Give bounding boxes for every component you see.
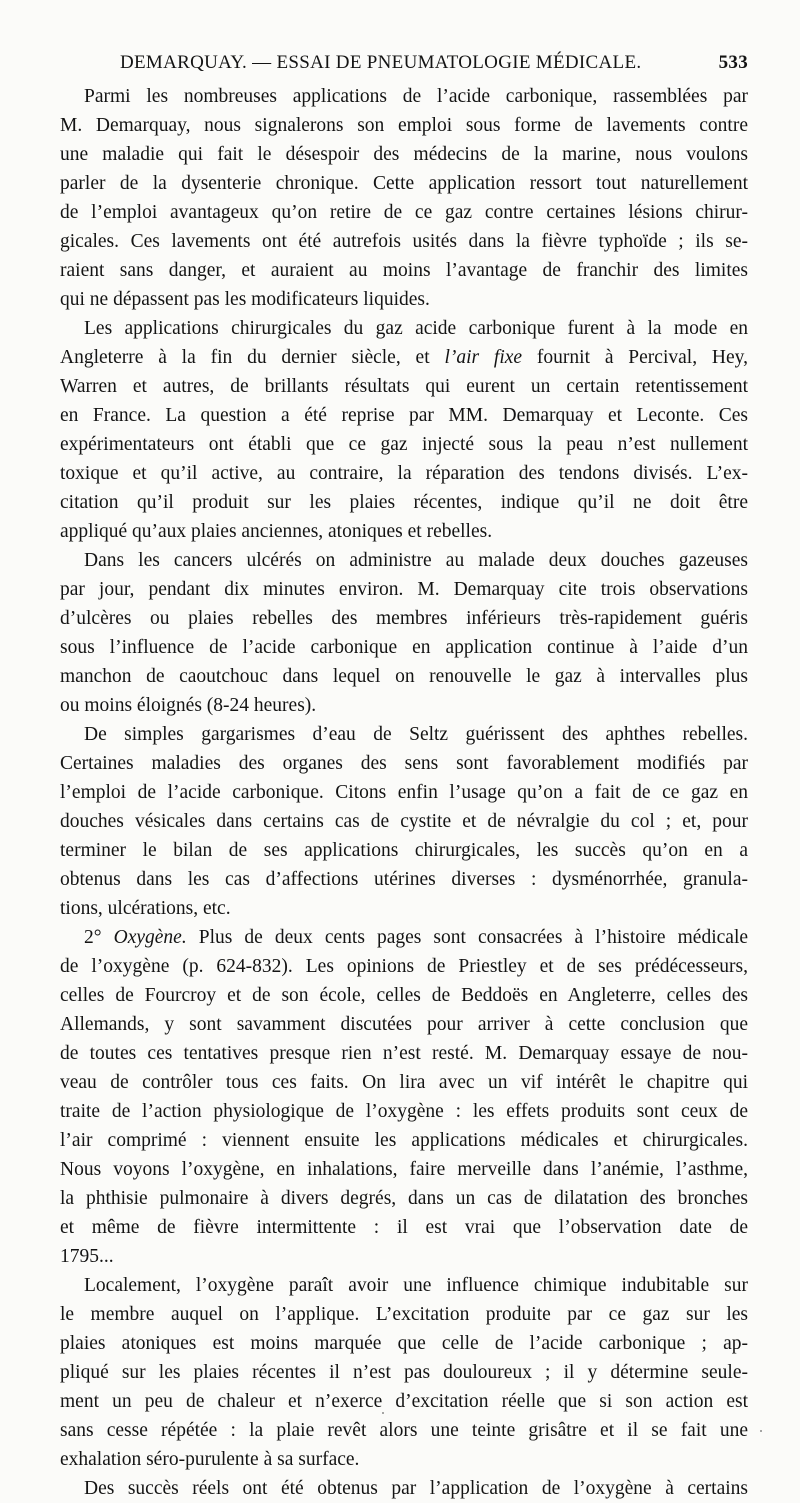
text-line: veau de contrôler tous ces faits. On lira avec un vif intérêt le chapitre qui bbox=[60, 1072, 748, 1093]
text-line: qui ne dépassent pas les modificateurs liquides. bbox=[60, 289, 430, 310]
text-line: appliqué qu’aux plaies anciennes, atoniques et rebelles. bbox=[60, 521, 493, 542]
text-line: ou moins éloignés (8-24 heures). bbox=[60, 695, 317, 716]
text-line bbox=[60, 343, 748, 372]
text-line: Nous voyons l’oxygène, en inhalations, faire merveille dans l’anémie, l’asthme, bbox=[60, 1159, 748, 1180]
text-line: de l’emploi avantageux qu’on retire de ce gaz contre certaines lésions chirur- bbox=[60, 202, 748, 223]
text-line: l’emploi de l’acide carbonique. Citons enfin l’usage qu’on a fait de ce gaz en bbox=[60, 782, 748, 803]
text-line: exhalation séro-purulente à sa surface. bbox=[60, 1449, 360, 1470]
paragraph bbox=[60, 314, 748, 546]
text-line: parler de la dysenterie chronique. Cette application ressort tout naturellement bbox=[60, 173, 748, 194]
text-line: expérimentateurs ont établi que ce gaz injecté sous la peau n’est nullement bbox=[60, 434, 748, 455]
page-number: 533 bbox=[718, 52, 748, 73]
text-line: gicales. Ces lavements ont été autrefois usités dans la fièvre typhoïde ; ils se- bbox=[60, 231, 748, 252]
paragraph bbox=[60, 720, 748, 923]
text-line: traite de l’action physiologique de l’oxygène : les effets produits sont ceux de bbox=[60, 1101, 748, 1122]
text-line: sous l’influence de l’acide carbonique en application continue à l’aide d’un bbox=[60, 637, 748, 658]
text-line: obtenus dans les cas d’affections utérines diverses : dysménorrhée, granula- bbox=[60, 869, 748, 890]
paragraph bbox=[60, 923, 748, 1271]
document-page bbox=[60, 52, 748, 1503]
text-line: toxique et qu’il active, au contraire, la réparation des tendons divisés. L’ex- bbox=[60, 463, 748, 484]
text-line: raient sans danger, et auraient au moins l’avantage de franchir des limites bbox=[60, 260, 748, 281]
paragraph bbox=[60, 1474, 748, 1503]
text-line: ment un peu de chaleur et n’exerce d’excitation réelle que si son action est bbox=[60, 1391, 748, 1412]
text-run: Angleterre à la fin du dernier siècle, et bbox=[60, 347, 430, 368]
text-line: citation qu’il produit sur les plaies récentes, indique qu’il ne doit être bbox=[60, 492, 748, 513]
section-title: Oxygène. bbox=[113, 927, 187, 948]
text-line bbox=[60, 923, 748, 952]
text-line: Parmi les nombreuses applications de l’acide carbonique, rassemblées par bbox=[84, 86, 748, 107]
text-line: celles de Fourcroy et de son école, celles de Beddoës en Angleterre, celles des bbox=[60, 985, 748, 1006]
text-line: 1795... bbox=[60, 1246, 114, 1267]
text-run: Plus de deux cents pages sont consacrées à l’histoire médicale bbox=[198, 927, 749, 948]
text-line: sans cesse répétée : la plaie revêt alors une teinte grisâtre et il se fait une bbox=[60, 1420, 748, 1441]
paragraph bbox=[60, 546, 748, 720]
text-line: en France. La question a été reprise par MM. Demarquay et Leconte. Ces bbox=[60, 405, 748, 426]
text-line: le membre auquel on l’applique. L’excitation produite par ce gaz sur les bbox=[60, 1304, 748, 1325]
text-line: tions, ulcérations, etc. bbox=[60, 898, 231, 919]
running-head bbox=[60, 52, 748, 82]
body-text bbox=[60, 82, 748, 1503]
text-line: terminer le bilan de ses applications chirurgicales, les succès qu’on en a bbox=[60, 840, 748, 861]
scan-speck bbox=[760, 1430, 762, 1432]
paragraph bbox=[60, 1271, 748, 1474]
text-line: Warren et autres, de brillants résultats qui eurent un certain retentissement bbox=[60, 376, 748, 397]
text-line: par jour, pendant dix minutes environ. M. Demarquay cite trois observations bbox=[60, 579, 748, 600]
text-line: de toutes ces tentatives presque rien n’est resté. M. Demarquay essaye de nou- bbox=[60, 1043, 748, 1064]
text-line: Localement, l’oxygène paraît avoir une influence chimique indubitable sur bbox=[84, 1275, 748, 1296]
text-line: M. Demarquay, nous signalerons son emploi sous forme de lavements contre bbox=[60, 115, 748, 136]
text-line: pliqué sur les plaies récentes il n’est pas douloureux ; il y détermine seule- bbox=[60, 1362, 748, 1383]
text-line: plaies atoniques est moins marquée que celle de l’acide carbonique ; ap- bbox=[60, 1333, 748, 1354]
text-line: une maladie qui fait le désespoir des médecins de la marine, nous voulons bbox=[60, 144, 748, 165]
text-line: manchon de caoutchouc dans lequel on renouvelle le gaz à intervalles plus bbox=[60, 666, 748, 687]
scan-speck bbox=[382, 1412, 384, 1414]
running-title: DEMARQUAY. — ESSAI DE PNEUMATOLOGIE MÉDICALE. bbox=[120, 52, 642, 73]
text-line: Allemands, y sont savamment discutées pour arriver à cette conclusion que bbox=[60, 1014, 748, 1035]
text-line: et même de fièvre intermittente : il est vrai que l’observation date de bbox=[60, 1217, 748, 1238]
text-line: de l’oxygène (p. 624-832). Les opinions de Priestley et de ses prédécesseurs, bbox=[60, 956, 748, 977]
text-run: fournit à Percival, Hey, bbox=[536, 347, 748, 368]
section-numeral: 2° bbox=[84, 927, 102, 948]
text-line: Dans les cancers ulcérés on administre au malade deux douches gazeuses bbox=[84, 550, 748, 571]
italic-phrase: l’air fixe bbox=[444, 347, 523, 368]
text-line: Certaines maladies des organes des sens sont favorablement modifiés par bbox=[60, 753, 748, 774]
text-line: douches vésicales dans certains cas de cystite et de névralgie du col ; et, pour bbox=[60, 811, 748, 832]
paragraph bbox=[60, 82, 748, 314]
text-line: Des succès réels ont été obtenus par l’application de l’oxygène à certains bbox=[84, 1478, 748, 1499]
text-line: la phthisie pulmonaire à divers degrés, dans un cas de dilatation des bronches bbox=[60, 1188, 748, 1209]
text-line: De simples gargarismes d’eau de Seltz guérissent des aphthes rebelles. bbox=[84, 724, 748, 745]
text-line: l’air comprimé : viennent ensuite les applications médicales et chirurgicales. bbox=[60, 1130, 748, 1151]
text-line: Les applications chirurgicales du gaz acide carbonique furent à la mode en bbox=[84, 318, 748, 339]
text-line: d’ulcères ou plaies rebelles des membres inférieurs très-rapidement guéris bbox=[60, 608, 748, 629]
